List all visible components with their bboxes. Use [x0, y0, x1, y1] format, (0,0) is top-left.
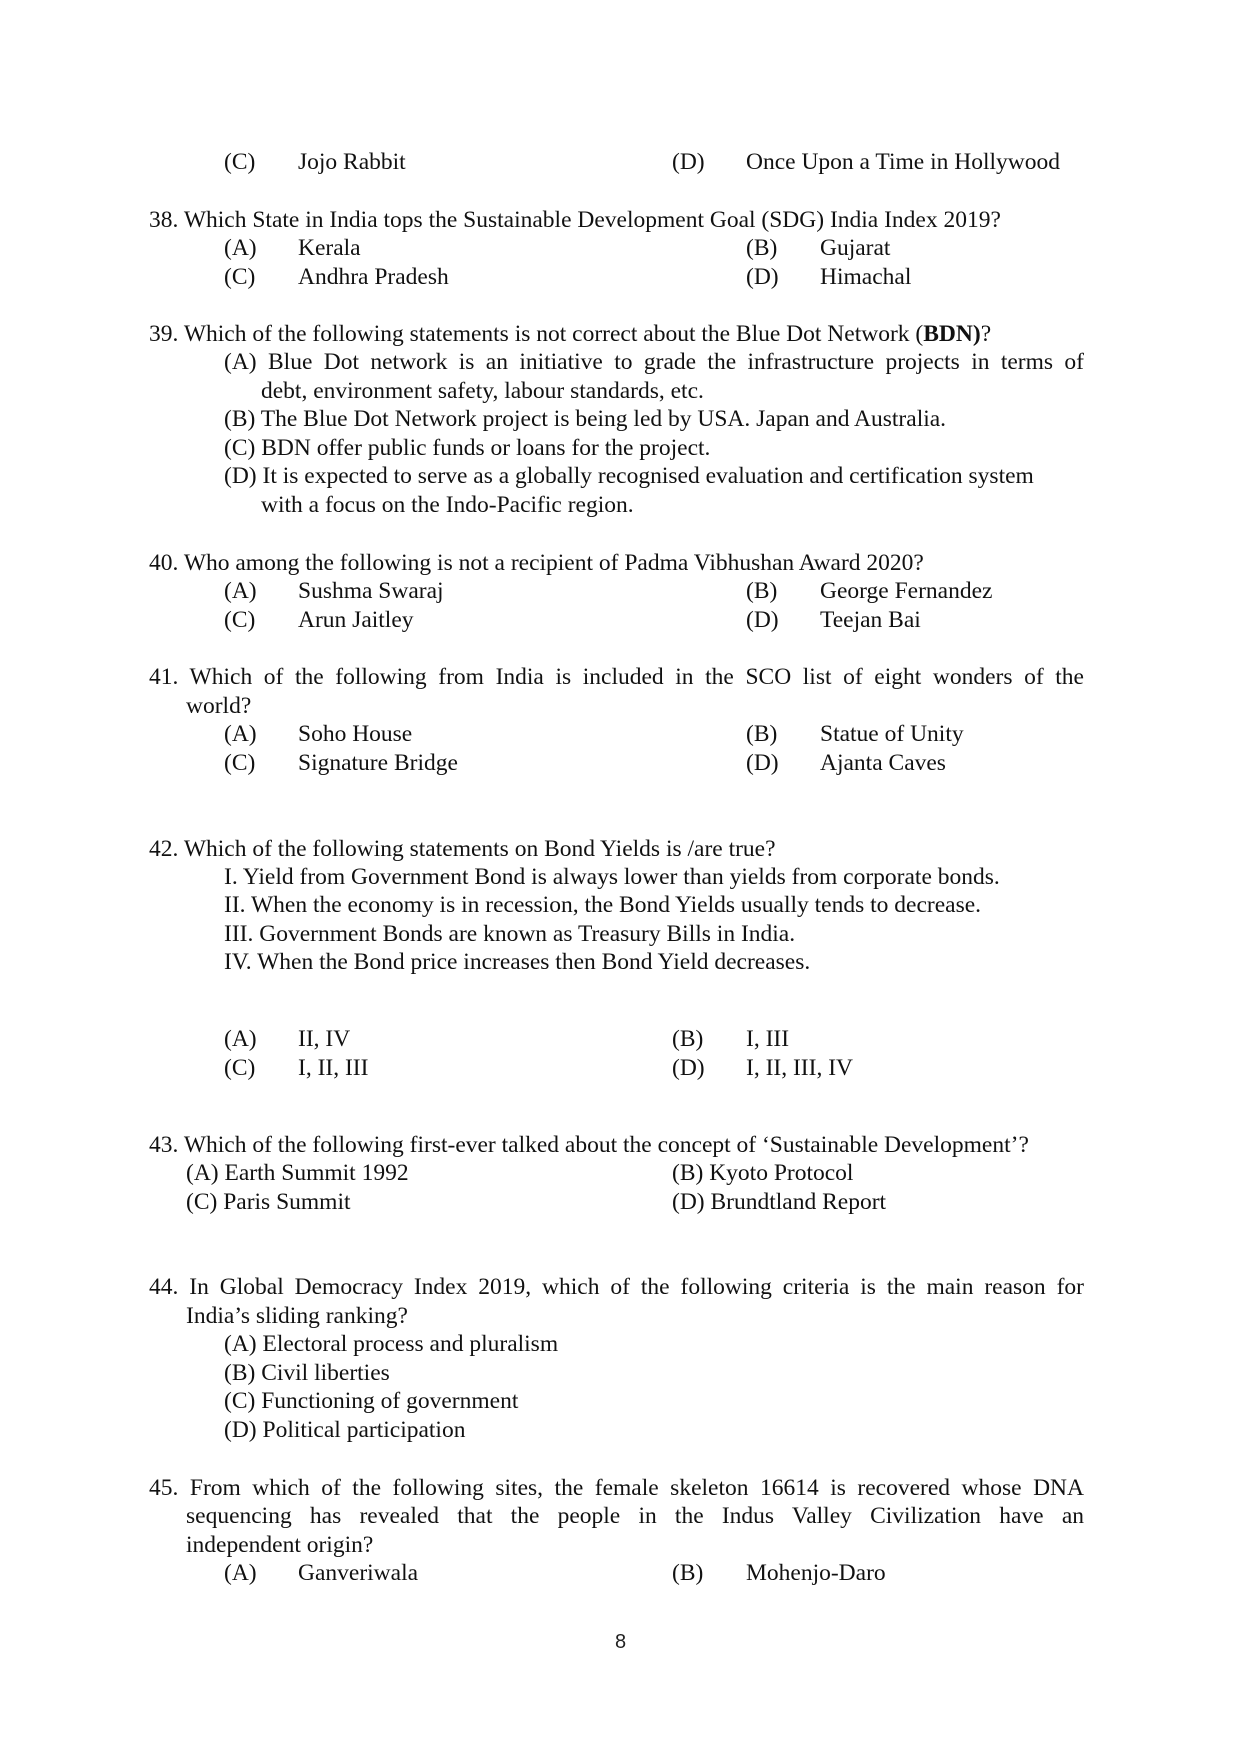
option-label: (B) — [746, 235, 778, 261]
statement-ii: II. When the economy is in recession, the Bond Yields usually tends to decrease. — [224, 892, 982, 918]
option-d: (D) Political participation — [224, 1417, 466, 1443]
option-text: Teejan Bai — [820, 607, 921, 633]
option-a-line2: debt, environment safety, labour standards, etc. — [261, 378, 704, 404]
option-text: Gujarat — [820, 235, 891, 261]
question-text-line2: sequencing has revealed that the people in the Indus Valley Civilization have an — [186, 1503, 1084, 1529]
option-a-line1: (A) Blue Dot network is an initiative to grade the infrastructure projects in terms of — [224, 349, 1084, 375]
page-number: 8 — [614, 1631, 627, 1653]
option-b: (B) Kyoto Protocol — [672, 1160, 854, 1186]
option-a: (A) Electoral process and pluralism — [224, 1331, 559, 1357]
option-text: Once Upon a Time in Hollywood — [746, 149, 1060, 175]
option-label: (A) — [224, 1026, 257, 1052]
question-text-line1: 44. In Global Democracy Index 2019, which of the following criteria is the main reason for — [149, 1274, 1084, 1300]
question-text: 43. Which of the following first-ever talked about the concept of ‘Sustainable Development’? — [149, 1132, 1029, 1158]
option-label: (C) — [224, 607, 256, 633]
option-label: (D) — [746, 607, 779, 633]
option-text: Arun Jaitley — [298, 607, 414, 633]
option-text: George Fernandez — [820, 578, 993, 604]
option-label: (B) — [746, 578, 778, 604]
question-text-suffix: ? — [980, 321, 992, 347]
option-text: Signature Bridge — [298, 750, 458, 776]
option-b: (B) The Blue Dot Network project is being led by USA. Japan and Australia. — [224, 406, 947, 432]
statement-i: I. Yield from Government Bond is always lower than yields from corporate bonds. — [224, 864, 1000, 890]
option-text: Soho House — [298, 721, 413, 747]
question-text-line1: 41. Which of the following from India is included in the SCO list of eight wonders of the — [149, 664, 1084, 690]
option-d: (D) Brundtland Report — [672, 1189, 887, 1215]
option-text: I, II, III — [298, 1055, 369, 1081]
question-text-line3: independent origin? — [186, 1532, 374, 1558]
question-text-line2: India’s sliding ranking? — [186, 1303, 408, 1329]
option-label: (B) — [672, 1026, 704, 1052]
question-text-line1: 45. From which of the following sites, the female skeleton 16614 is recovered whose DNA — [149, 1475, 1084, 1501]
option-d-line2: with a focus on the Indo-Pacific region. — [261, 492, 634, 518]
option-c: (C) Functioning of government — [224, 1388, 519, 1414]
option-label: (A) — [224, 1560, 257, 1586]
option-c: (C) Paris Summit — [186, 1189, 351, 1215]
option-text: I, II, III, IV — [746, 1055, 854, 1081]
option-c: (C) BDN offer public funds or loans for the project. — [224, 435, 711, 461]
question-text — [149, 320, 991, 349]
option-text: Sushma Swaraj — [298, 578, 444, 604]
option-label: (A) — [224, 721, 257, 747]
option-b: (B) Civil liberties — [224, 1360, 390, 1386]
option-label: (B) — [672, 1560, 704, 1586]
option-text: Kerala — [298, 235, 361, 261]
question-text-bold: BDN) — [923, 321, 981, 347]
option-text: I, III — [746, 1026, 790, 1052]
option-text: Himachal — [820, 264, 912, 290]
question-text: 40. Who among the following is not a recipient of Padma Vibhushan Award 2020? — [149, 550, 924, 576]
option-d-line1: (D) It is expected to serve as a globally recognised evaluation and certification system — [224, 463, 1034, 489]
statement-iv: IV. When the Bond price increases then Bond Yield decreases. — [224, 949, 811, 975]
question-text: 42. Which of the following statements on Bond Yields is /are true? — [149, 836, 776, 862]
option-label: (D) — [746, 750, 779, 776]
option-label: (A) — [224, 235, 257, 261]
option-label: (C) — [224, 750, 256, 776]
option-text: Mohenjo-Daro — [746, 1560, 886, 1586]
option-label: (B) — [746, 721, 778, 747]
option-label: (D) — [672, 1055, 705, 1081]
option-text: Jojo Rabbit — [298, 149, 406, 175]
option-label: (A) — [224, 578, 257, 604]
option-label: (C) — [224, 1055, 256, 1081]
option-label: (D) — [672, 149, 705, 175]
option-label: (C) — [224, 264, 256, 290]
option-label: (C) — [224, 149, 256, 175]
option-text: Statue of Unity — [820, 721, 964, 747]
option-text: II, IV — [298, 1026, 351, 1052]
question-text-prefix: 39. Which of the following statements is not correct about the Blue Dot Network ( — [149, 321, 924, 347]
option-text: Andhra Pradesh — [298, 264, 449, 290]
question-text-line2: world? — [186, 693, 252, 719]
option-text: Ganveriwala — [298, 1560, 419, 1586]
option-label: (D) — [746, 264, 779, 290]
question-text: 38. Which State in India tops the Sustainable Development Goal (SDG) India Index 2019? — [149, 207, 1001, 233]
option-a: (A) Earth Summit 1992 — [186, 1160, 409, 1186]
option-text: Ajanta Caves — [820, 750, 946, 776]
statement-iii: III. Government Bonds are known as Treasury Bills in India. — [224, 921, 796, 947]
